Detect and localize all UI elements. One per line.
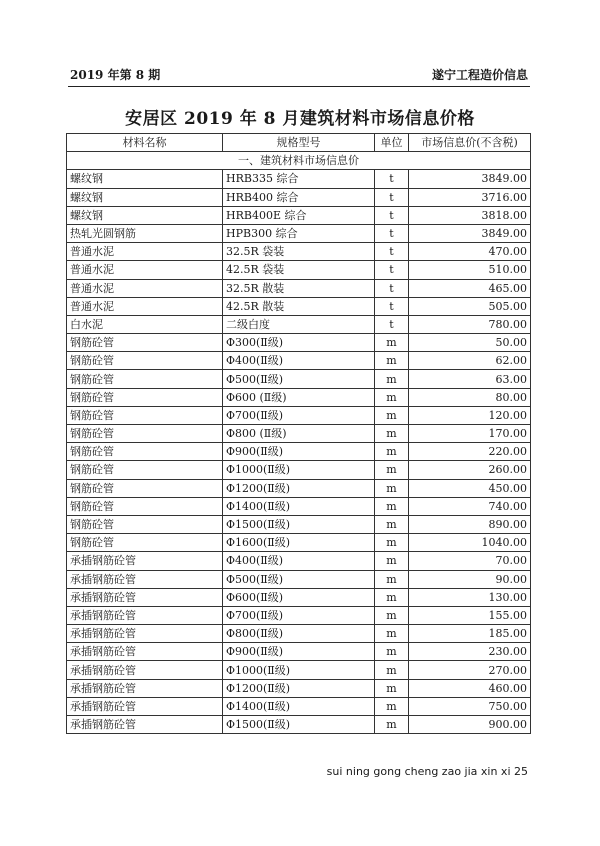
- cell-material-name: 钢筋砼管: [67, 497, 223, 515]
- cell-unit: m: [375, 515, 409, 533]
- cell-unit: m: [375, 606, 409, 624]
- section-title: 一、建筑材料市场信息价: [67, 152, 531, 170]
- cell-price: 230.00: [409, 643, 531, 661]
- cell-material-name: 承插钢筋砼管: [67, 679, 223, 697]
- table-row: [67, 297, 531, 315]
- cell-unit: m: [375, 661, 409, 679]
- cell-price: 260.00: [409, 461, 531, 479]
- cell-spec: Φ1500(Ⅱ级): [223, 515, 375, 533]
- cell-material-name: 钢筋砼管: [67, 425, 223, 443]
- table-row: [67, 315, 531, 333]
- cell-spec: Φ1000(Ⅱ级): [223, 461, 375, 479]
- cell-spec: 42.5R 散装: [223, 297, 375, 315]
- table-row: [67, 552, 531, 570]
- table-row: [67, 697, 531, 715]
- cell-material-name: 承插钢筋砼管: [67, 716, 223, 734]
- cell-material-name: 钢筋砼管: [67, 406, 223, 424]
- table-row: [67, 570, 531, 588]
- cell-price: 450.00: [409, 479, 531, 497]
- cell-price: 3849.00: [409, 224, 531, 242]
- cell-price: 130.00: [409, 588, 531, 606]
- table-row: [67, 334, 531, 352]
- table-row: [67, 534, 531, 552]
- cell-price: 505.00: [409, 297, 531, 315]
- table-row: [67, 388, 531, 406]
- cell-unit: t: [375, 224, 409, 242]
- cell-spec: 32.5R 散装: [223, 279, 375, 297]
- cell-price: 170.00: [409, 425, 531, 443]
- cell-price: 70.00: [409, 552, 531, 570]
- cell-material-name: 钢筋砼管: [67, 443, 223, 461]
- cell-unit: t: [375, 279, 409, 297]
- cell-price: 63.00: [409, 370, 531, 388]
- cell-material-name: 钢筋砼管: [67, 370, 223, 388]
- table-row: [67, 170, 531, 188]
- table-row: [67, 243, 531, 261]
- column-header-unit: 单位: [375, 134, 409, 152]
- cell-spec: Φ700(Ⅱ级): [223, 606, 375, 624]
- cell-material-name: 钢筋砼管: [67, 534, 223, 552]
- table-row: [67, 497, 531, 515]
- cell-spec: Φ400(Ⅱ级): [223, 552, 375, 570]
- cell-spec: Φ1400(Ⅱ级): [223, 697, 375, 715]
- cell-unit: m: [375, 588, 409, 606]
- table-row: [67, 479, 531, 497]
- cell-spec: Φ1200(Ⅱ级): [223, 479, 375, 497]
- cell-spec: Φ700(Ⅱ级): [223, 406, 375, 424]
- cell-material-name: 钢筋砼管: [67, 479, 223, 497]
- cell-spec: Φ800 (Ⅱ级): [223, 425, 375, 443]
- cell-unit: t: [375, 243, 409, 261]
- table-row: [67, 461, 531, 479]
- price-table: [66, 133, 531, 734]
- cell-spec: Φ1200(Ⅱ级): [223, 679, 375, 697]
- cell-unit: m: [375, 370, 409, 388]
- table-row: [67, 188, 531, 206]
- cell-unit: m: [375, 461, 409, 479]
- cell-spec: Φ900(Ⅱ级): [223, 443, 375, 461]
- cell-price: 80.00: [409, 388, 531, 406]
- cell-unit: m: [375, 443, 409, 461]
- table-header-row: [67, 134, 531, 152]
- cell-unit: t: [375, 315, 409, 333]
- cell-spec: HRB335 综合: [223, 170, 375, 188]
- cell-material-name: 承插钢筋砼管: [67, 625, 223, 643]
- cell-material-name: 钢筋砼管: [67, 515, 223, 533]
- cell-material-name: 螺纹钢: [67, 206, 223, 224]
- cell-material-name: 普通水泥: [67, 279, 223, 297]
- table-row: [67, 588, 531, 606]
- cell-price: 465.00: [409, 279, 531, 297]
- table-row: [67, 716, 531, 734]
- cell-material-name: 热轧光圆钢筋: [67, 224, 223, 242]
- table-row: [67, 370, 531, 388]
- cell-unit: m: [375, 716, 409, 734]
- cell-spec: 二级白度: [223, 315, 375, 333]
- cell-price: 50.00: [409, 334, 531, 352]
- cell-price: 3716.00: [409, 188, 531, 206]
- table-row: [67, 606, 531, 624]
- cell-unit: m: [375, 352, 409, 370]
- table-row: [67, 443, 531, 461]
- cell-unit: m: [375, 570, 409, 588]
- table-row: [67, 279, 531, 297]
- cell-material-name: 普通水泥: [67, 297, 223, 315]
- cell-price: 270.00: [409, 661, 531, 679]
- cell-unit: m: [375, 479, 409, 497]
- cell-spec: Φ500(Ⅱ级): [223, 570, 375, 588]
- cell-material-name: 钢筋砼管: [67, 388, 223, 406]
- cell-material-name: 钢筋砼管: [67, 461, 223, 479]
- cell-material-name: 承插钢筋砼管: [67, 606, 223, 624]
- cell-price: 460.00: [409, 679, 531, 697]
- cell-price: 120.00: [409, 406, 531, 424]
- cell-material-name: 白水泥: [67, 315, 223, 333]
- table-row: [67, 425, 531, 443]
- cell-price: 3849.00: [409, 170, 531, 188]
- table-row: [67, 352, 531, 370]
- cell-price: 750.00: [409, 697, 531, 715]
- cell-material-name: 钢筋砼管: [67, 334, 223, 352]
- cell-spec: HRB400E 综合: [223, 206, 375, 224]
- cell-material-name: 钢筋砼管: [67, 352, 223, 370]
- table-row: [67, 661, 531, 679]
- cell-spec: Φ500(Ⅱ级): [223, 370, 375, 388]
- cell-price: 90.00: [409, 570, 531, 588]
- cell-spec: Φ400(Ⅱ级): [223, 352, 375, 370]
- cell-material-name: 承插钢筋砼管: [67, 661, 223, 679]
- cell-price: 900.00: [409, 716, 531, 734]
- table-row: [67, 206, 531, 224]
- cell-spec: Φ1600(Ⅱ级): [223, 534, 375, 552]
- cell-unit: t: [375, 170, 409, 188]
- page-footer: sui ning gong cheng zao jia xin xi 25: [326, 765, 528, 778]
- table-row: [67, 261, 531, 279]
- cell-unit: m: [375, 388, 409, 406]
- cell-material-name: 普通水泥: [67, 261, 223, 279]
- cell-material-name: 承插钢筋砼管: [67, 552, 223, 570]
- cell-material-name: 承插钢筋砼管: [67, 570, 223, 588]
- cell-unit: t: [375, 261, 409, 279]
- cell-spec: Φ600 (Ⅱ级): [223, 388, 375, 406]
- cell-unit: t: [375, 206, 409, 224]
- cell-unit: m: [375, 697, 409, 715]
- cell-price: 510.00: [409, 261, 531, 279]
- cell-price: 890.00: [409, 515, 531, 533]
- cell-unit: m: [375, 497, 409, 515]
- cell-price: 780.00: [409, 315, 531, 333]
- cell-unit: m: [375, 534, 409, 552]
- table-body: [67, 152, 531, 734]
- column-header-name: 材料名称: [67, 134, 223, 152]
- page-header: [68, 62, 530, 87]
- issue-label: 2019 年第 8 期: [70, 68, 161, 82]
- cell-price: 1040.00: [409, 534, 531, 552]
- column-header-price: 市场信息价(不含税): [409, 134, 531, 152]
- cell-spec: Φ900(Ⅱ级): [223, 643, 375, 661]
- cell-price: 220.00: [409, 443, 531, 461]
- publication-name: 遂宁工程造价信息: [431, 68, 528, 82]
- cell-spec: HPB300 综合: [223, 224, 375, 242]
- cell-spec: Φ1500(Ⅱ级): [223, 716, 375, 734]
- cell-unit: m: [375, 406, 409, 424]
- cell-spec: Φ600(Ⅱ级): [223, 588, 375, 606]
- cell-unit: m: [375, 625, 409, 643]
- cell-price: 3818.00: [409, 206, 531, 224]
- cell-price: 740.00: [409, 497, 531, 515]
- page-title: 安居区 2019 年 8 月建筑材料市场信息价格: [125, 109, 475, 129]
- section-row: [67, 152, 531, 170]
- cell-material-name: 承插钢筋砼管: [67, 588, 223, 606]
- column-header-spec: 规格型号: [223, 134, 375, 152]
- cell-spec: 42.5R 袋装: [223, 261, 375, 279]
- cell-material-name: 承插钢筋砼管: [67, 643, 223, 661]
- cell-unit: m: [375, 643, 409, 661]
- cell-unit: t: [375, 297, 409, 315]
- table-row: [67, 679, 531, 697]
- table-row: [67, 625, 531, 643]
- cell-unit: m: [375, 334, 409, 352]
- cell-spec: Φ1400(Ⅱ级): [223, 497, 375, 515]
- cell-price: 185.00: [409, 625, 531, 643]
- cell-unit: m: [375, 425, 409, 443]
- cell-spec: Φ1000(Ⅱ级): [223, 661, 375, 679]
- cell-unit: m: [375, 552, 409, 570]
- table-row: [67, 224, 531, 242]
- cell-material-name: 普通水泥: [67, 243, 223, 261]
- cell-unit: t: [375, 188, 409, 206]
- cell-spec: 32.5R 袋装: [223, 243, 375, 261]
- cell-material-name: 螺纹钢: [67, 170, 223, 188]
- cell-price: 155.00: [409, 606, 531, 624]
- cell-spec: Φ300(Ⅱ级): [223, 334, 375, 352]
- cell-price: 470.00: [409, 243, 531, 261]
- table-row: [67, 515, 531, 533]
- table-row: [67, 643, 531, 661]
- cell-price: 62.00: [409, 352, 531, 370]
- cell-material-name: 承插钢筋砼管: [67, 697, 223, 715]
- table-row: [67, 406, 531, 424]
- cell-spec: Φ800(Ⅱ级): [223, 625, 375, 643]
- cell-material-name: 螺纹钢: [67, 188, 223, 206]
- cell-unit: m: [375, 679, 409, 697]
- cell-spec: HRB400 综合: [223, 188, 375, 206]
